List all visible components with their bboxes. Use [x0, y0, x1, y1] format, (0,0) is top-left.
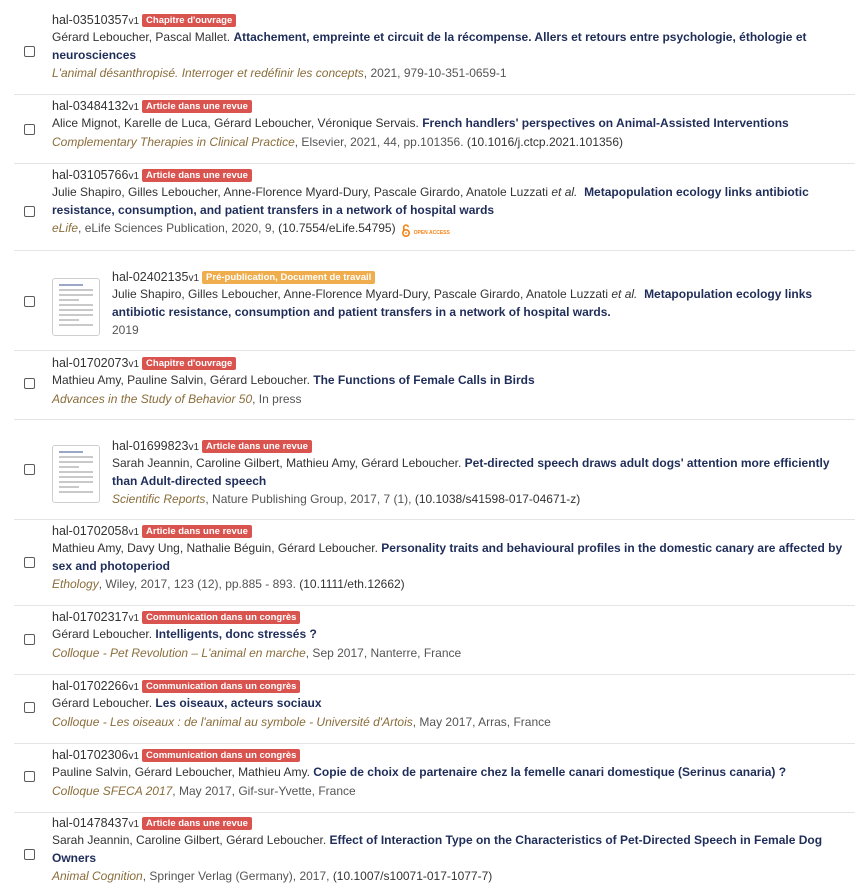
record-source	[52, 782, 847, 800]
journal-name: eLife	[52, 221, 79, 235]
publication-title-link[interactable]: Personality traits and behavioural profiles in the domestic canary are affected by sex and photoperiod	[52, 541, 843, 573]
record-citation	[112, 455, 847, 490]
publication-row	[14, 95, 855, 164]
publication-title-link[interactable]: Metapopulation ecology links antibiotic resistance, consumption and patient transfers in a network of hospital wards.	[112, 287, 813, 319]
authors-list: Gérard Leboucher.	[52, 696, 156, 710]
record-header	[52, 354, 847, 372]
version-label: v1	[128, 613, 140, 624]
doi-link[interactable]: (10.1111/eth.12662)	[299, 577, 405, 591]
hal-id-link[interactable]: hal-03105766	[52, 168, 129, 182]
record-citation	[52, 695, 847, 713]
publication-title-link[interactable]: Attachement, empreinte et circuit de la récompense. Allers et retours entre psychologie, éthologie et neurosciences	[52, 30, 807, 62]
record-header	[52, 746, 847, 764]
publication-row	[14, 606, 855, 675]
record-content	[52, 608, 847, 662]
version-label: v1	[188, 442, 200, 453]
record-content	[52, 522, 847, 593]
record-content	[52, 97, 847, 151]
version-label: v1	[128, 751, 140, 762]
authors-list: Mathieu Amy, Pauline Salvin, Gérard Leboucher.	[52, 373, 314, 387]
open-access-label: OPEN ACCESS	[413, 230, 450, 236]
doc-type-badge: Pré-publication, Document de travail	[202, 271, 375, 284]
journal-name: Ethology	[52, 577, 99, 591]
doc-type-badge: Chapitre d'ouvrage	[142, 357, 236, 370]
hal-id-link[interactable]: hal-01702317	[52, 610, 129, 624]
record-header	[112, 268, 847, 286]
authors-list: Sarah Jeannin, Caroline Gilbert, Gérard Leboucher.	[52, 833, 330, 847]
doc-type-badge: Article dans une revue	[202, 440, 312, 453]
journal-name: Colloque SFECA 2017	[52, 783, 173, 798]
doc-type-badge: Article dans une revue	[142, 817, 252, 830]
record-citation	[52, 540, 847, 575]
publication-details: , Wiley, 2017, 123 (12), pp.885 - 893.	[98, 577, 300, 591]
publication-details: 2019	[112, 323, 139, 337]
record-citation	[52, 832, 847, 867]
record-source	[112, 490, 847, 508]
doc-type-badge: Communication dans un congrès	[142, 749, 300, 762]
select-checkbox[interactable]	[24, 296, 35, 307]
journal-name: Advances in the Study of Behavior 50	[52, 391, 253, 406]
authors-list: Julie Shapiro, Gilles Leboucher, Anne-Florence Myard-Dury, Pascale Girardo, Anatole Luzzati	[52, 185, 552, 199]
publication-details: , Nature Publishing Group, 2017, 7 (1),	[205, 492, 415, 506]
publication-title-link[interactable]: Intelligents, donc stressés ?	[155, 627, 317, 641]
record-source	[52, 713, 847, 731]
publication-title-link[interactable]: Copie de choix de partenaire chez la femelle canari domestique (Serinus canaria) ?	[313, 765, 787, 779]
doi-link[interactable]: (10.1007/s10071-017-1077-7)	[332, 869, 493, 883]
publication-row	[14, 251, 855, 351]
publication-row	[14, 744, 855, 813]
version-label: v1	[128, 102, 140, 113]
select-checkbox[interactable]	[24, 557, 35, 568]
version-label: v1	[128, 682, 140, 693]
record-source	[52, 133, 847, 151]
version-label: v1	[128, 359, 140, 370]
doi-link[interactable]: (10.7554/eLife.54795)	[278, 221, 396, 235]
doc-type-badge: Article dans une revue	[142, 100, 252, 113]
publication-details: , Elsevier, 2021, 44, pp.101356.	[294, 134, 467, 149]
record-content	[52, 814, 847, 885]
publication-row	[14, 351, 855, 420]
record-content	[112, 268, 847, 339]
doc-type-badge: Communication dans un congrès	[142, 611, 300, 624]
record-citation	[112, 286, 847, 321]
record-source	[52, 64, 847, 82]
select-checkbox[interactable]	[24, 634, 35, 645]
record-source	[52, 219, 847, 242]
select-checkbox[interactable]	[24, 124, 35, 135]
record-header	[112, 437, 847, 455]
authors-list: Gérard Leboucher.	[52, 627, 156, 641]
select-checkbox[interactable]	[24, 378, 35, 389]
version-label: v1	[128, 171, 140, 182]
hal-id-link[interactable]: hal-02402135	[112, 270, 189, 284]
select-checkbox[interactable]	[24, 849, 35, 860]
record-header	[52, 166, 847, 184]
record-header	[52, 522, 847, 540]
open-access-badge[interactable]	[398, 224, 450, 242]
publication-row	[14, 813, 855, 895]
hal-id-link[interactable]: hal-01478437	[52, 816, 129, 830]
record-citation	[52, 626, 847, 644]
record-header	[52, 11, 847, 29]
document-thumbnail[interactable]	[52, 445, 100, 503]
record-content	[112, 437, 847, 508]
journal-name: Complementary Therapies in Clinical Practice	[52, 134, 295, 149]
version-label: v1	[128, 819, 140, 830]
publication-row	[14, 164, 855, 251]
record-source	[52, 644, 847, 662]
doc-type-badge: Communication dans un congrès	[142, 680, 300, 693]
publication-details: , May 2017, Arras, France	[412, 714, 551, 729]
publication-title-link[interactable]: French handlers' perspectives on Animal-Assisted Interventions	[422, 116, 789, 130]
doi-link[interactable]: (10.1016/j.ctcp.2021.101356)	[466, 134, 624, 149]
hal-id-link[interactable]: hal-01702266	[52, 679, 129, 693]
publication-title-link[interactable]: The Functions of Female Calls in Birds	[313, 373, 535, 387]
et-al-label: et al.	[611, 287, 638, 301]
journal-name: Colloque - Les oiseaux : de l'animal au symbole - Université d'Artois	[52, 714, 413, 729]
journal-name: Scientific Reports	[112, 492, 206, 506]
hal-id-link[interactable]: hal-03510357	[52, 13, 129, 27]
hal-id-link[interactable]: hal-01699823	[112, 439, 189, 453]
document-thumbnail[interactable]	[52, 278, 100, 336]
publication-title-link[interactable]: Les oiseaux, acteurs sociaux	[155, 696, 322, 710]
authors-list: Sarah Jeannin, Caroline Gilbert, Mathieu Amy, Gérard Leboucher.	[112, 456, 465, 470]
record-header	[52, 677, 847, 695]
publication-row	[14, 520, 855, 606]
record-header	[52, 608, 847, 626]
authors-list: Mathieu Amy, Davy Ung, Nathalie Béguin, Gérard Leboucher.	[52, 541, 382, 555]
authors-list: Gérard Leboucher, Pascal Mallet.	[52, 30, 234, 44]
publication-details: , Sep 2017, Nanterre, France	[305, 645, 462, 660]
select-checkbox[interactable]	[24, 206, 35, 217]
select-checkbox[interactable]	[24, 702, 35, 713]
select-checkbox[interactable]	[24, 46, 35, 57]
record-source	[52, 867, 847, 885]
record-content	[52, 11, 847, 82]
hal-id-link[interactable]: hal-01702058	[52, 524, 129, 538]
record-header	[52, 814, 847, 832]
select-checkbox[interactable]	[24, 464, 35, 475]
hal-id-link[interactable]: hal-03484132	[52, 99, 129, 113]
et-al-label: et al.	[551, 185, 578, 199]
version-label: v1	[128, 527, 140, 538]
journal-name: Animal Cognition	[52, 869, 143, 883]
record-source	[112, 321, 847, 339]
publication-title-link[interactable]: Metapopulation ecology links antibiotic resistance, consumption, and patient transfers in a network of hospital wards	[52, 185, 809, 217]
publication-row	[14, 675, 855, 744]
publication-details: , eLife Sciences Publication, 2020, 9,	[78, 221, 279, 235]
authors-list: Pauline Salvin, Gérard Leboucher, Mathieu Amy.	[52, 765, 314, 779]
version-label: v1	[188, 273, 200, 284]
doc-type-badge: Article dans une revue	[142, 525, 252, 538]
record-content	[52, 677, 847, 731]
hal-id-link[interactable]: hal-01702306	[52, 748, 129, 762]
publication-details: , May 2017, Gif-sur-Yvette, France	[172, 783, 356, 798]
publication-row	[14, 420, 855, 520]
publication-row	[14, 0, 855, 95]
record-citation	[52, 184, 847, 219]
version-label: v1	[128, 16, 140, 27]
record-citation	[52, 372, 847, 390]
open-access-lock-icon	[398, 224, 414, 237]
doc-type-badge: Chapitre d'ouvrage	[142, 14, 236, 27]
hal-id-link[interactable]: hal-01702073	[52, 356, 129, 370]
record-source	[52, 575, 847, 593]
publication-title-link[interactable]: Effect of Interaction Type on the Characteristics of Pet-Directed Speech in Female Dog Owners	[52, 833, 823, 865]
journal-name: Colloque - Pet Revolution – L'animal en marche	[52, 645, 306, 660]
record-header	[52, 97, 847, 115]
doi-link[interactable]: (10.1038/s41598-017-04671-z)	[414, 492, 581, 506]
record-content	[52, 166, 847, 242]
record-source	[52, 390, 847, 408]
publication-title-link[interactable]: Pet-directed speech draws adult dogs' attention more efficiently than Adult-directed speech	[112, 456, 830, 488]
record-content	[52, 354, 847, 408]
record-content	[52, 746, 847, 800]
journal-name: L'animal désanthropisé. Interroger et redéfinir les concepts	[52, 66, 364, 80]
select-checkbox[interactable]	[24, 771, 35, 782]
authors-list: Julie Shapiro, Gilles Leboucher, Anne-Florence Myard-Dury, Pascale Girardo, Anatole Luzzati	[112, 287, 612, 301]
publication-details: , 2021, 979-10-351-0659-1	[363, 66, 507, 80]
doc-type-badge: Article dans une revue	[142, 169, 252, 182]
publication-details: , Springer Verlag (Germany), 2017,	[142, 869, 333, 883]
record-citation	[52, 29, 847, 64]
authors-list: Alice Mignot, Karelle de Luca, Gérard Leboucher, Véronique Servais.	[52, 116, 423, 130]
record-citation	[52, 764, 847, 782]
record-citation	[52, 115, 847, 133]
publication-details: , In press	[252, 391, 302, 406]
